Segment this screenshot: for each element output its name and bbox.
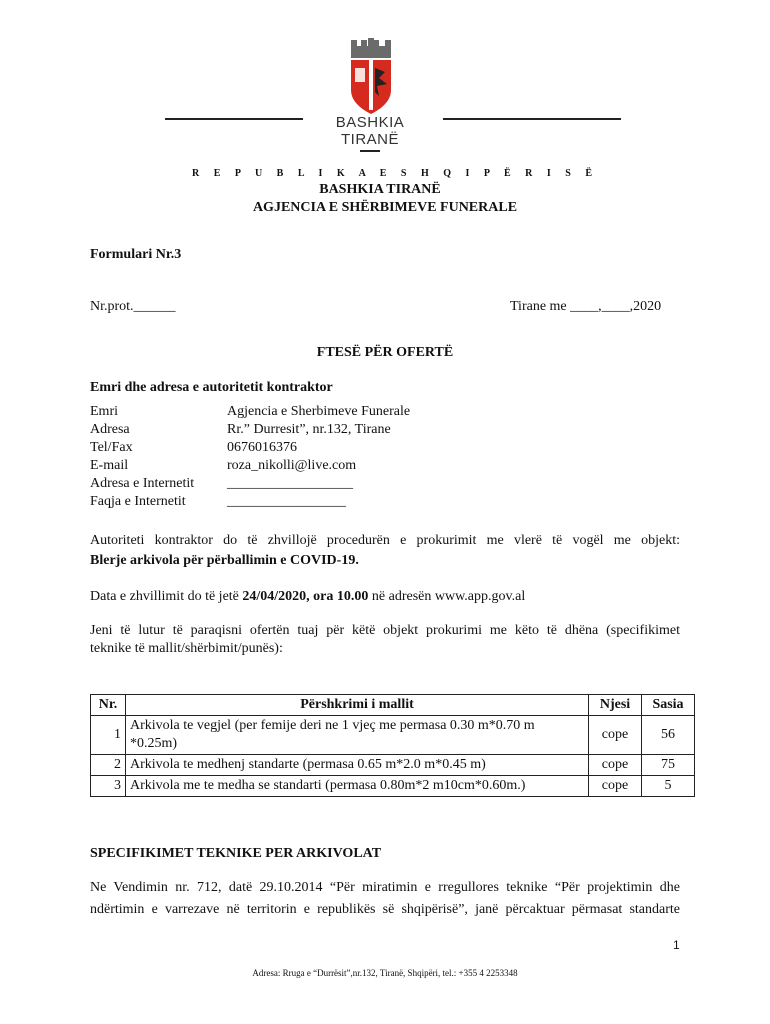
protocol-number: Nr.prot.______ <box>90 299 176 314</box>
items-table <box>90 694 695 797</box>
footer-address: Adresa: Rruga e “Durrësit”,nr.132, Tiranë, Shqipëri, tel.: +355 4 2253348 <box>252 968 518 978</box>
authority-value: roza_nikolli@live.com <box>227 458 357 473</box>
procedure-paragraph: Autoriteti kontraktor do të zhvillojë procedurën e prokurimit me vlerë të vogël me objekt: <box>90 533 680 548</box>
date-paragraph-pre: Data e zhvillimit do të jetë <box>90 589 243 604</box>
table-row <box>91 716 695 755</box>
letterhead-rule-left <box>165 118 303 120</box>
spec-heading: SPECIFIKIMET TEKNIKE PER ARKIVOLAT <box>90 846 382 861</box>
date-paragraph-post: në adresën www.app.gov.al <box>368 589 526 604</box>
authority-label: Adresa e Internetit <box>90 476 195 491</box>
row-quantity: 56 <box>642 716 695 755</box>
form-number: Formulari Nr.3 <box>90 247 182 262</box>
row-unit: cope <box>589 776 642 797</box>
municipality-logo <box>343 38 399 116</box>
letterhead-rule-right <box>443 118 621 120</box>
procurement-object: Blerje arkivola për përballimin e COVID-19. <box>90 553 359 568</box>
table-row <box>91 755 695 776</box>
municipality-name: BASHKIA TIRANË <box>319 182 441 197</box>
brand-line-2: TIRANË <box>340 131 399 148</box>
table-header-row <box>91 695 695 716</box>
date-paragraph <box>90 589 525 605</box>
document-title: FTESË PËR OFERTË <box>316 345 454 360</box>
header-unit: Njesi <box>589 695 642 716</box>
row-unit: cope <box>589 716 642 755</box>
authority-value: 0676016376 <box>227 440 297 455</box>
brand-line-1: BASHKIA <box>335 114 405 131</box>
row-quantity: 5 <box>642 776 695 797</box>
row-nr: 1 <box>91 716 126 755</box>
request-paragraph-line-2: teknike të mallit/shërbimit/punës): <box>90 641 283 656</box>
authority-label: Emri <box>90 404 118 419</box>
request-paragraph-line-1: Jeni të lutur të paraqisni ofertën tuaj për këtë objekt prokurimi me këto të dhëna (specifikimet <box>90 623 680 638</box>
authority-value: Agjencia e Sherbimeve Funerale <box>227 404 411 419</box>
row-unit: cope <box>589 755 642 776</box>
row-nr: 2 <box>91 755 126 776</box>
spec-paragraph-line-2: ndërtimin e varrezave në territorin e republikës së shqipërisë”, janë përcaktuar përmasat standarte <box>90 902 680 917</box>
authority-heading: Emri dhe adresa e autoritetit kontraktor <box>90 380 333 395</box>
row-description: Arkivola te medhenj standarte (permasa 0.65 m*2.0 m*0.45 m) <box>126 755 589 776</box>
header-description: Përshkrimi i mallit <box>126 695 589 716</box>
table-row <box>91 776 695 797</box>
authority-label: Tel/Fax <box>90 440 133 455</box>
header-nr: Nr. <box>91 695 126 716</box>
brand-underline <box>360 150 380 152</box>
row-description: Arkivola me te medha se standarti (permasa 0.80m*2 m10cm*0.60m.) <box>126 776 589 797</box>
row-description-line-2: *0.25m) <box>130 736 178 751</box>
agency-name: AGJENCIA E SHËRBIMEVE FUNERALE <box>252 200 518 215</box>
authority-value: _________________ <box>227 494 346 509</box>
authority-label: E-mail <box>90 458 129 473</box>
authority-label: Adresa <box>90 422 130 437</box>
row-description <box>126 716 589 755</box>
authority-value: __________________ <box>227 476 353 491</box>
republic-line: R E P U B L I K A E S H Q I P Ë R I S Ë <box>192 168 598 179</box>
procedure-date: 24/04/2020, ora 10.00 <box>242 589 369 604</box>
date-line: Tirane me ____,____,2020 <box>510 299 662 314</box>
row-nr: 3 <box>91 776 126 797</box>
authority-value: Rr.” Durresit”, nr.132, Tirane <box>227 422 391 437</box>
header-quantity: Sasia <box>642 695 695 716</box>
row-description-line-1: Arkivola te vegjel (per femije deri ne 1 vjeç me permasa 0.30 m*0.70 m <box>130 718 535 733</box>
page-number: 1 <box>673 938 680 952</box>
spec-paragraph-line-1: Ne Vendimin nr. 712, datë 29.10.2014 “Për miratimin e rregullores teknike “Për projektimin dhe <box>90 880 680 895</box>
authority-label: Faqja e Internetit <box>90 494 186 509</box>
row-quantity: 75 <box>642 755 695 776</box>
